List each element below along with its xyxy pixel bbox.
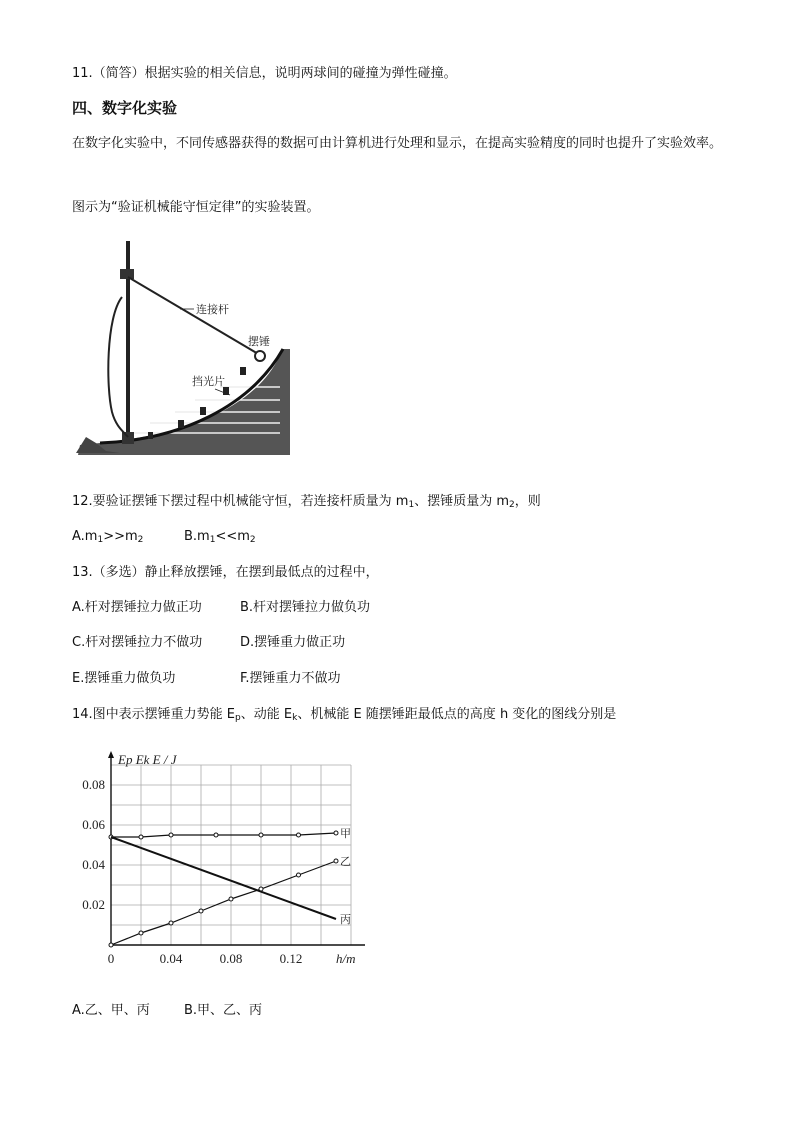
question-13: 13.（多选）静止释放摆锤，在摆到最低点的过程中， — [72, 565, 379, 580]
y-tick-label: 0.06 — [82, 817, 105, 832]
intro-paragraph: 在数字化实验中，不同传感器获得的数据可由计算机进行处理和显示，在提高实验精度的同时也提升了实验效率。 — [72, 136, 723, 151]
label-bob: 摆锤 — [248, 335, 270, 348]
q14-stem-part: 、机械能 E 随摆锤距最低点的高度 h 变化的图线分别是 — [297, 707, 617, 722]
apparatus-figure — [70, 237, 294, 467]
graph-grid — [111, 765, 351, 945]
x-axis-label: h/m — [336, 951, 356, 966]
y-axis-arrow — [108, 751, 114, 758]
label-rod: 连接杆 — [196, 303, 229, 316]
question-11: 11.（简答）根据实验的相关信息，说明两球间的碰撞为弹性碰撞。 — [72, 66, 457, 81]
q14-option-b: B.甲、乙、丙 — [184, 1003, 263, 1018]
question-12 — [72, 492, 541, 515]
y-tick-label: 0.02 — [82, 897, 105, 912]
q14-sub: p — [235, 713, 241, 723]
stand-clamp — [120, 269, 134, 279]
q12-stem-part: ，则 — [514, 494, 541, 509]
label-shutter: 挡光片 — [192, 375, 225, 388]
x-tick-label: 0 — [107, 951, 115, 966]
y-tick-label: 0.08 — [82, 777, 105, 792]
y-tick-label: 0.04 — [82, 857, 105, 872]
series-label: 乙 — [340, 855, 351, 868]
q13-option: D.摆锤重力做正功 — [240, 635, 346, 650]
q14-option-a: A.乙、甲、丙 — [72, 1003, 150, 1018]
q12-option-b: $B.m_1<<m_2$ — [184, 529, 256, 545]
data-point — [139, 931, 143, 935]
q13-options-row — [72, 633, 345, 653]
data-point — [334, 831, 338, 835]
q13-option: E.摆锤重力做负功 — [72, 671, 176, 686]
data-point — [199, 909, 203, 913]
series-line — [111, 833, 336, 837]
data-point — [214, 833, 218, 837]
data-point — [139, 835, 143, 839]
data-point — [169, 833, 173, 837]
data-point — [297, 873, 301, 877]
q13-options-row — [72, 598, 370, 618]
q13-options-row — [72, 669, 341, 689]
q13-option: F.摆锤重力不做功 — [240, 671, 341, 686]
q14-stem-part: 14.图中表示摆锤重力势能 E — [72, 707, 236, 722]
series-label: 甲 — [340, 827, 351, 840]
question-14 — [72, 705, 616, 728]
x-tick-label: 0.04 — [159, 951, 183, 966]
series-line — [111, 861, 336, 945]
data-point — [109, 943, 113, 947]
q13-option: A.杆对摆锤拉力做正功 — [72, 600, 202, 615]
q12-sub: 2 — [509, 500, 515, 510]
q14-stem-part: 、动能 E — [240, 707, 293, 722]
data-point — [229, 897, 233, 901]
q12-option-a: $A.m_1>>m_2$ — [72, 529, 144, 545]
y-axis-label: Ep Ek E / J — [118, 752, 177, 767]
series-line — [111, 837, 336, 919]
figure-caption: 图示为“验证机械能守恒定律”的实验装置。 — [72, 200, 320, 215]
data-point — [169, 921, 173, 925]
pendulum-bob — [255, 351, 265, 361]
x-tick-label: 0.08 — [219, 951, 243, 966]
energy-graph — [70, 745, 370, 975]
q14-options — [72, 1001, 262, 1021]
q13-option: C.杆对摆锤拉力不做功 — [72, 635, 203, 650]
q12-stem-part: 、摆锤质量为 m — [414, 494, 510, 509]
q14-sub: k — [292, 713, 298, 723]
data-point — [297, 833, 301, 837]
data-point — [259, 833, 263, 837]
series-label: 丙 — [340, 913, 351, 926]
x-tick-label: 0.12 — [279, 951, 303, 966]
q12-stem-part: 12.要验证摆锤下摆过程中机械能守恒，若连接杆质量为 m — [72, 494, 409, 509]
q12-options — [72, 527, 256, 550]
q12-sub: 1 — [408, 500, 415, 510]
section-heading: 四、数字化实验 — [72, 99, 178, 117]
data-point — [334, 859, 338, 863]
q13-option: B.杆对摆锤拉力做负功 — [240, 600, 371, 615]
